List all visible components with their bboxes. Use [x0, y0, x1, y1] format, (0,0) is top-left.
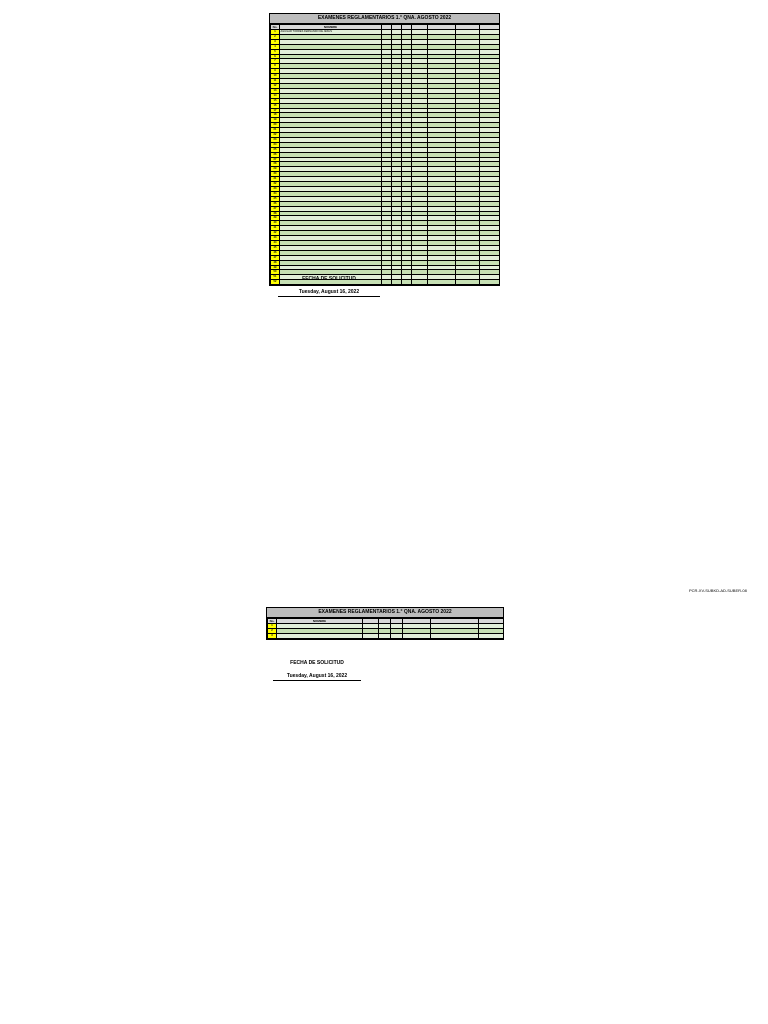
row-number: 20 — [271, 123, 280, 128]
row-number: 44 — [271, 240, 280, 245]
row-number: 3 — [271, 39, 280, 44]
col-header-no: No. — [271, 25, 280, 30]
row-number: 45 — [271, 245, 280, 250]
row-number: 27 — [271, 157, 280, 162]
row-number: 3 — [268, 633, 277, 638]
row-number: 49 — [271, 265, 280, 270]
document-code: PCR-XV-SUBKD-AD-SUBER-08 — [689, 588, 747, 593]
exam-table-2 — [266, 607, 504, 640]
exam-table-2-grid — [267, 618, 504, 639]
exam-table-1-grid — [270, 24, 500, 285]
row-number: 7 — [271, 59, 280, 64]
row-number: 8 — [271, 64, 280, 69]
row-number: 9 — [271, 69, 280, 74]
row-number: 1 — [268, 624, 277, 629]
table-body — [271, 30, 500, 285]
row-number: 40 — [271, 221, 280, 226]
table-cell — [382, 280, 392, 285]
row-number: 36 — [271, 201, 280, 206]
request-date-block-1 — [278, 276, 380, 297]
row-number: 11 — [271, 79, 280, 84]
request-date-value: Tuesday, August 16, 2022 — [273, 673, 361, 681]
row-number: 21 — [271, 128, 280, 133]
row-number: 47 — [271, 255, 280, 260]
row-number: 39 — [271, 216, 280, 221]
table-cell — [479, 633, 504, 638]
table-row — [268, 633, 504, 638]
row-number: 19 — [271, 118, 280, 123]
row-number: 22 — [271, 133, 280, 138]
row-number: 17 — [271, 108, 280, 113]
table-title: EXAMENES REGLAMENTARIOS 1.° QNA. AGOSTO 2022 — [270, 14, 499, 24]
row-number: 15 — [271, 98, 280, 103]
table-cell — [431, 633, 479, 638]
table-cell — [428, 280, 456, 285]
request-date-value: Tuesday, August 16, 2022 — [278, 289, 380, 297]
row-number: 12 — [271, 83, 280, 88]
col-header-nombre: NOMBRE — [277, 619, 363, 624]
row-number: 5 — [271, 49, 280, 54]
employee-name — [277, 633, 363, 638]
row-number: 34 — [271, 191, 280, 196]
row-number: 50 — [271, 270, 280, 275]
row-number: 25 — [271, 147, 280, 152]
row-number: 48 — [271, 260, 280, 265]
row-number: 30 — [271, 172, 280, 177]
row-number: 46 — [271, 250, 280, 255]
row-number: 43 — [271, 236, 280, 241]
row-number: 2 — [271, 34, 280, 39]
row-number: 13 — [271, 88, 280, 93]
table-cell — [412, 280, 428, 285]
row-number: 51 — [271, 275, 280, 280]
col-header-nombre: NOMBRE — [280, 25, 382, 30]
row-number: 38 — [271, 211, 280, 216]
row-number: 23 — [271, 137, 280, 142]
row-number: 6 — [271, 54, 280, 59]
row-number: 31 — [271, 177, 280, 182]
row-number: 42 — [271, 231, 280, 236]
request-date-label: FECHA DE SOLICITUD — [290, 660, 344, 666]
row-number: 33 — [271, 187, 280, 192]
row-number: 32 — [271, 182, 280, 187]
row-number: 16 — [271, 103, 280, 108]
row-number: 10 — [271, 74, 280, 79]
row-number: 14 — [271, 93, 280, 98]
request-date-block-2 — [273, 660, 361, 681]
table-cell — [456, 280, 480, 285]
col-header-no: No. — [268, 619, 277, 624]
request-date-label: FECHA DE SOLICITUD — [302, 276, 356, 282]
row-number: 29 — [271, 167, 280, 172]
table-cell — [402, 280, 412, 285]
row-number: 2 — [268, 628, 277, 633]
table-cell — [480, 280, 500, 285]
row-number: 52 — [271, 280, 280, 285]
exam-table-1 — [269, 13, 500, 286]
row-number: 37 — [271, 206, 280, 211]
row-number: 28 — [271, 162, 280, 167]
table-cell — [363, 633, 379, 638]
table-cell — [391, 633, 403, 638]
row-number: 24 — [271, 142, 280, 147]
employee-name: AGUILAR TORRES FERNANDO DE JESUS — [280, 30, 382, 35]
row-number: 41 — [271, 226, 280, 231]
row-number: 4 — [271, 44, 280, 49]
row-number: 26 — [271, 152, 280, 157]
table-body — [268, 624, 504, 639]
table-cell — [403, 633, 431, 638]
table-cell — [392, 280, 402, 285]
table-title: EXAMENES REGLAMENTARIOS 1.° QNA. AGOSTO 2022 — [267, 608, 503, 618]
row-number: 18 — [271, 113, 280, 118]
table-cell — [379, 633, 391, 638]
row-number: 35 — [271, 196, 280, 201]
row-number: 1 — [271, 30, 280, 35]
